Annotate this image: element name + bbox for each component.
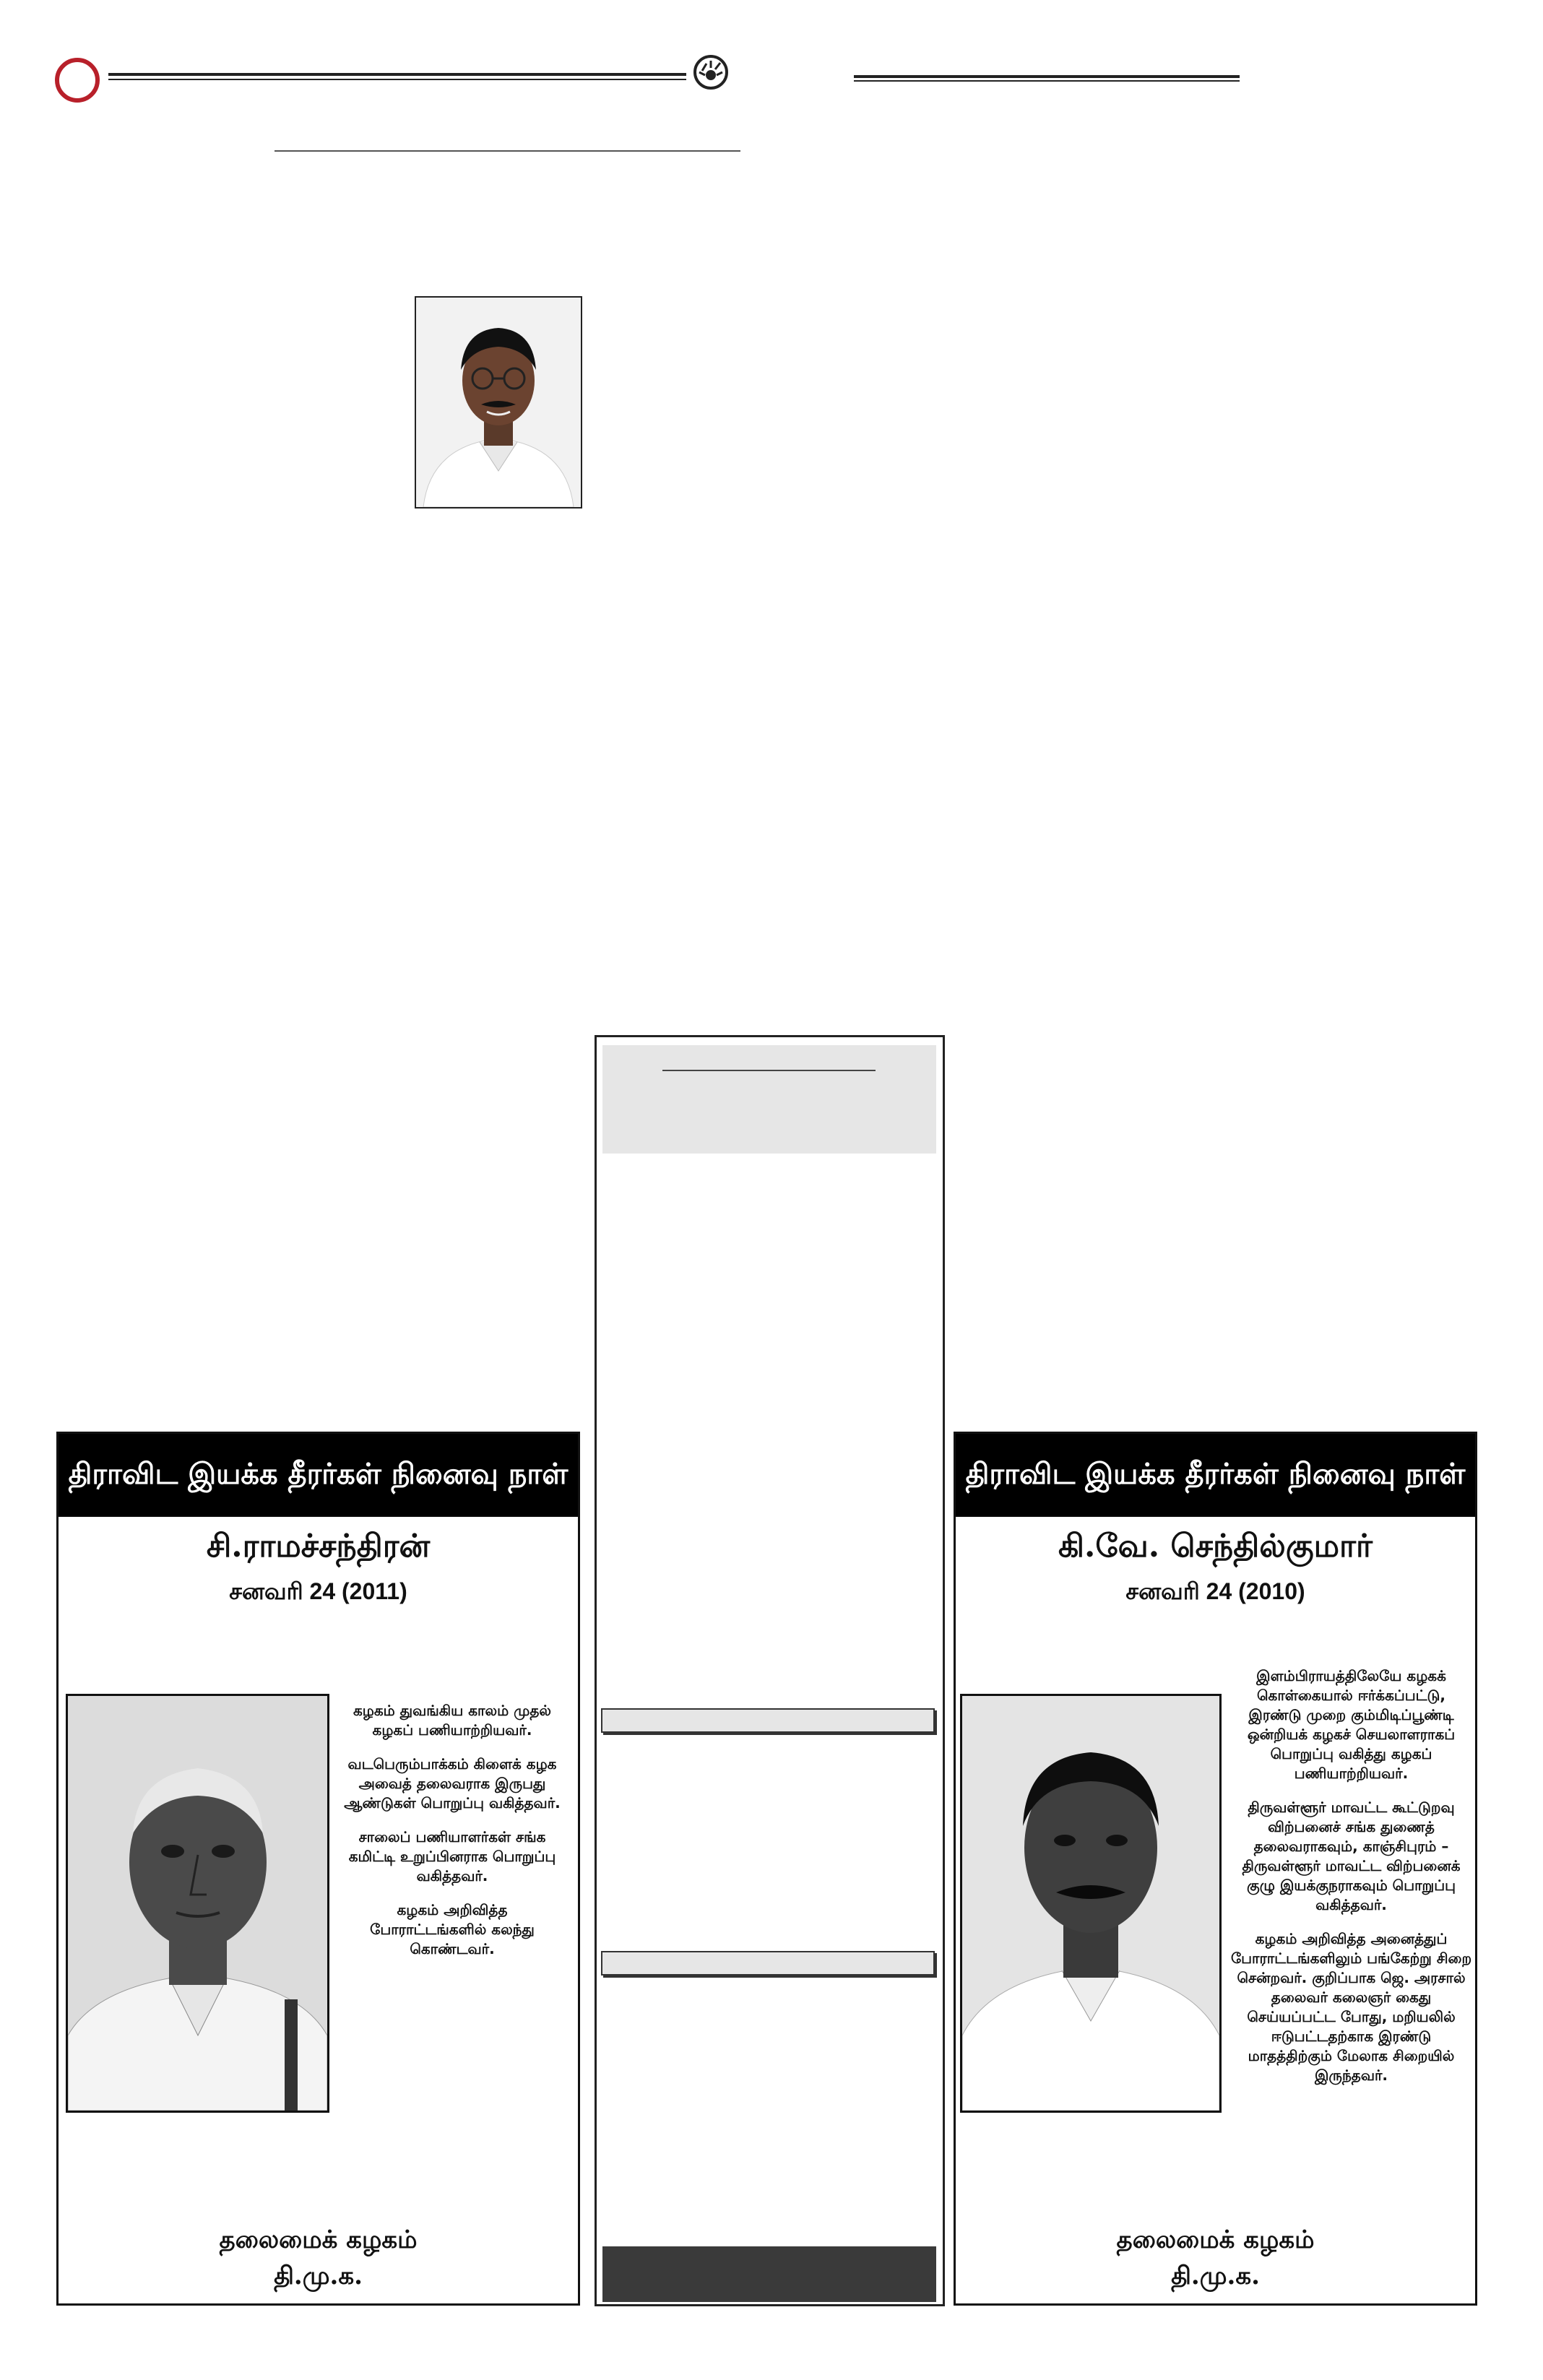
memorial-date: சனவரி 24 (2010): [1125, 1578, 1305, 1604]
memorial-paragraph: வடபெரும்பாக்கம் கிளைக் கழக அவைத் தலைவராக இருபது ஆண்டுகள் பொறுப்பு வகித்தவர்.: [344, 1755, 561, 1812]
memorial-footer-party: தி.மு.க.: [1171, 2262, 1260, 2290]
header-rule-left: [108, 73, 686, 80]
middle-box-bar-2: [601, 1951, 935, 1976]
memorial-photo-left: [66, 1694, 329, 2113]
middle-box-bar-1: [601, 1708, 935, 1733]
header-rule-right: [854, 75, 1240, 82]
middle-box-header-rule: [662, 1070, 876, 1071]
portrait-photo-top: [415, 296, 582, 509]
memorial-photo-right: [960, 1694, 1222, 2113]
memorial-card-left: [56, 1432, 580, 2306]
memorial-banner: திராவிட இயக்க தீரர்கள் நினைவு நாள்: [956, 1434, 1475, 1517]
memorial-date: சனவரி 24 (2011): [229, 1578, 407, 1604]
memorial-card-right: [954, 1432, 1477, 2306]
memorial-paragraph: இளம்பிராயத்திலேயே கழகக் கொள்கையால் ஈர்க்கப்பட்டு, இரண்டு முறை கும்மிடிப்பூண்டி ஒன்றியக் கழகச் செயலாளராகப் பொறுப்பு வகித்து கழகப் பணியாற்றியவர்.: [1247, 1667, 1456, 1782]
rising-sun-emblem-icon: [693, 55, 728, 90]
middle-box-header: [602, 1045, 936, 1154]
memorial-footer-party: தி.மு.க.: [274, 2262, 363, 2290]
middle-box-footer: [602, 2246, 936, 2302]
memorial-banner: திராவிட இயக்க தீரர்கள் நினைவு நாள்: [59, 1434, 578, 1517]
memorial-footer-org: தலைமைக் கழகம்: [1116, 2225, 1315, 2254]
memorial-paragraph: சாலைப் பணியாளர்கள் சங்க கமிட்டி உறுப்பினராக பொறுப்பு வகித்தவர்.: [348, 1828, 556, 1884]
memorial-paragraph: கழகம் அறிவித்த போராட்டங்களில் கலந்து கொண்டவர்.: [370, 1901, 535, 1957]
memorial-footer-org: தலைமைக் கழகம்: [219, 2225, 418, 2254]
memorial-name: சி.ராமச்சந்திரன்: [206, 1528, 431, 1565]
memorial-paragraph: கழகம் அறிவித்த அனைத்துப் போராட்டங்களிலும் பங்கேற்று சிறை சென்றவர். குறிப்பாக ஜெ. அரசால் தலைவர் கலைஞர் கைது செய்யப்பட்ட போது, மறியலில் ஈடுபட்டதற்காக இரண்டு மாதத்திற்கும் மேலாக சிறையில் இருந்தவர்.: [1230, 1930, 1472, 2084]
page-number-circle: [55, 58, 100, 103]
middle-column-box: [595, 1035, 945, 2306]
memorial-paragraph: கழகம் துவங்கிய காலம் முதல் கழகப் பணியாற்றியவர்.: [353, 1702, 551, 1739]
memorial-text-right: [1230, 1666, 1472, 2100]
memorial-name: கி.வே. செந்தில்குமார்: [1058, 1528, 1373, 1565]
memorial-text-left: [337, 1701, 568, 1973]
memorial-paragraph: திருவள்ளூர் மாவட்ட கூட்டுறவு விற்பனைச் சங்க துணைத் தலைவராகவும், காஞ்சிபுரம் – திருவள்ளூர் மாவட்ட விற்பனைக் குழு இயக்குநராகவும் பொறுப்பு வகித்தவர்.: [1242, 1799, 1461, 1913]
header-subrule: [275, 150, 740, 152]
